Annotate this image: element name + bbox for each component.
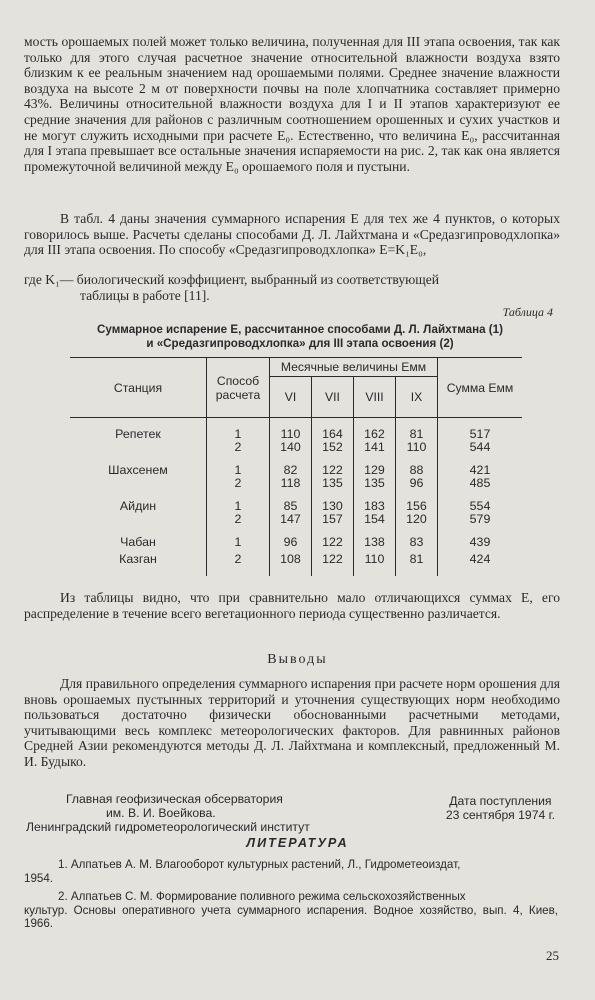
table-label: Таблица 4 — [502, 305, 553, 319]
paragraph-coefficient — [24, 272, 560, 303]
method-cell: 2 — [207, 553, 270, 566]
value-cell: 140 — [270, 441, 312, 454]
affiliation-line: им. В. И. Воейкова. — [106, 805, 216, 820]
value-cell: 118 — [270, 477, 312, 490]
value-cell: 183 — [353, 500, 395, 513]
paragraph-table-reference: В табл. 4 даны значения суммарного испарения E для тех же 4 пунктов, о которых говорилось выше. Расчеты сделаны способами Д. Л. Лайхтмана и «Средазгипроводхлопка» для III этапа освоения. По способу «Средазгипроводхлопка» E=K₁E₀, — [24, 211, 560, 258]
reference-text: 1954. — [24, 871, 54, 885]
value-cell: 81 — [395, 553, 437, 566]
sum-cell: 554 — [469, 499, 491, 513]
value-cell: 110 — [353, 553, 395, 566]
value-cell: 130 — [311, 500, 353, 513]
value-cell: 81 — [395, 428, 437, 441]
value-cell: 122 — [311, 464, 353, 477]
reference-text: культур. Основы оперативного учета суммарного испарения. Водное хозяйство, вып. 4, Киев, 1966. — [24, 903, 558, 931]
station-cell — [70, 513, 207, 526]
table-caption — [40, 323, 560, 351]
value-cell: 96 — [270, 536, 312, 549]
sum-cell: 439 — [469, 535, 491, 549]
method-cell: 2 — [207, 513, 270, 526]
column-header-month: IX — [395, 377, 437, 418]
reference-item — [24, 890, 558, 931]
coefficient-line: где K₁— биологический коэффициент, выбранный из соответствующей — [24, 272, 440, 287]
station-cell: Казган — [70, 553, 207, 566]
section-title-conclusions: Выводы — [267, 652, 328, 667]
value-cell: 129 — [353, 464, 395, 477]
value-cell: 157 — [311, 513, 353, 526]
received-label: Дата поступления — [449, 794, 552, 808]
station-cell: Чабан — [70, 536, 207, 549]
sum-cell: 485 — [469, 476, 491, 490]
value-cell: 108 — [270, 553, 312, 566]
table-caption-line: Суммарное испарение E, рассчитанное способами Д. Л. Лайхтмана (1) — [97, 323, 503, 336]
reference-text: 1. Алпатьев А. М. Влагооборот культурных растений, Л., Гидрометеоиздат, — [58, 858, 461, 871]
value-cell: 110 — [395, 441, 437, 454]
station-cell — [70, 441, 207, 454]
table-row — [70, 553, 522, 566]
affiliation-line: Главная геофизическая обсерватория — [66, 792, 283, 806]
value-cell: 164 — [311, 428, 353, 441]
table-row — [70, 477, 522, 490]
table-caption-line: и «Средазгипроводхлопка» для III этапа освоения (2) — [146, 337, 454, 350]
sum-cell: 517 — [469, 427, 491, 441]
value-cell: 135 — [353, 477, 395, 490]
station-cell: Шахсенем — [70, 464, 207, 477]
sum-cell: 424 — [469, 552, 491, 566]
value-cell: 96 — [395, 477, 437, 490]
affiliation-line: Ленинградский гидрометеорологический институт — [26, 819, 310, 834]
table-row — [70, 513, 522, 526]
value-cell: 85 — [270, 500, 312, 513]
method-cell: 1 — [207, 536, 270, 549]
value-cell: 82 — [270, 464, 312, 477]
station-cell: Репетек — [70, 428, 207, 441]
method-cell: 2 — [207, 441, 270, 454]
method-cell: 1 — [207, 428, 270, 441]
value-cell: 162 — [353, 428, 395, 441]
value-cell: 122 — [311, 553, 353, 566]
column-header-month: VI — [270, 377, 312, 418]
value-cell: 147 — [270, 513, 312, 526]
station-cell: Айдин — [70, 500, 207, 513]
column-header-sum: Сумма Eмм — [438, 358, 523, 418]
sum-cell: 544 — [469, 440, 491, 454]
reference-text: 2. Алпатьев С. М. Формирование поливного режима сельскохозяйственных — [58, 890, 466, 903]
table-row — [70, 441, 522, 454]
coefficient-source-line: таблицы в работе [11]. — [80, 287, 210, 303]
value-cell: 152 — [311, 441, 353, 454]
paragraph-intro: мость орошаемых полей может только величина, полученная для III этапа освоения, так как только для этого случая расчетное значение относительной влажности воздуха взято близким к ее реальным значением над орошаемыми полями. Среднее значение влажности воздуха на высоте 2 м от поверхности почвы на поле хлопчатника составляет примерно 43%. Величины относительной влажности воздуха для I и II этапов характеризуют ее средние значения для районов с различным соотношением орошенных и сухих участков и не могут служить исходными при расчете E₀. Естественно, что величина E₀, рассчитанная для I этапа превышает все остальные значения испаряемости на рис. 2, так как она является промежуточной величиной между E₀ орошаемого поля и пустыни. — [24, 34, 560, 174]
table-row — [70, 536, 522, 549]
value-cell: 135 — [311, 477, 353, 490]
page-number: 25 — [546, 948, 559, 963]
paragraph-table-conclusion: Из таблицы видно, что при сравнительно мало отличающихся суммах E, его распределение в течение всего вегетационного периода существенно различается. — [24, 590, 560, 621]
received-value: 23 сентября 1974 г. — [445, 807, 555, 822]
column-header-month: VIII — [353, 377, 395, 418]
section-title-literature: ЛИТЕРАТУРА — [246, 836, 349, 850]
column-header-station: Станция — [70, 358, 207, 418]
sum-cell: 579 — [469, 512, 491, 526]
column-header-method: Способ расчета — [207, 358, 270, 418]
station-cell — [70, 477, 207, 490]
column-header-monthly: Месячные величины Eмм — [270, 358, 438, 377]
paragraph-conclusions: Для правильного определения суммарного испарения при расчете норм орошения для вновь орошаемых пустынных территорий и уточнения существующих норм необходимо пользоваться достаточно физически обоснованными расчетными методами, учитывающими весь комплекс метеорологических факторов. Для равнинных районов Средней Азии рекомендуются методы Д. Л. Лайхтмана и комплексный, предложенный М. И. Будыко. — [24, 676, 560, 769]
evaporation-table — [70, 357, 522, 576]
value-cell: 120 — [395, 513, 437, 526]
value-cell: 154 — [353, 513, 395, 526]
affiliation — [26, 792, 310, 834]
sum-cell: 421 — [469, 463, 491, 477]
value-cell: 141 — [353, 441, 395, 454]
value-cell: 122 — [311, 536, 353, 549]
value-cell: 83 — [395, 536, 437, 549]
value-cell: 88 — [395, 464, 437, 477]
value-cell: 138 — [353, 536, 395, 549]
received-date — [446, 795, 555, 823]
reference-item — [24, 858, 558, 885]
method-cell: 1 — [207, 464, 270, 477]
column-header-month: VII — [311, 377, 353, 418]
method-cell: 1 — [207, 500, 270, 513]
value-cell: 156 — [395, 500, 437, 513]
value-cell: 110 — [270, 428, 312, 441]
method-cell: 2 — [207, 477, 270, 490]
